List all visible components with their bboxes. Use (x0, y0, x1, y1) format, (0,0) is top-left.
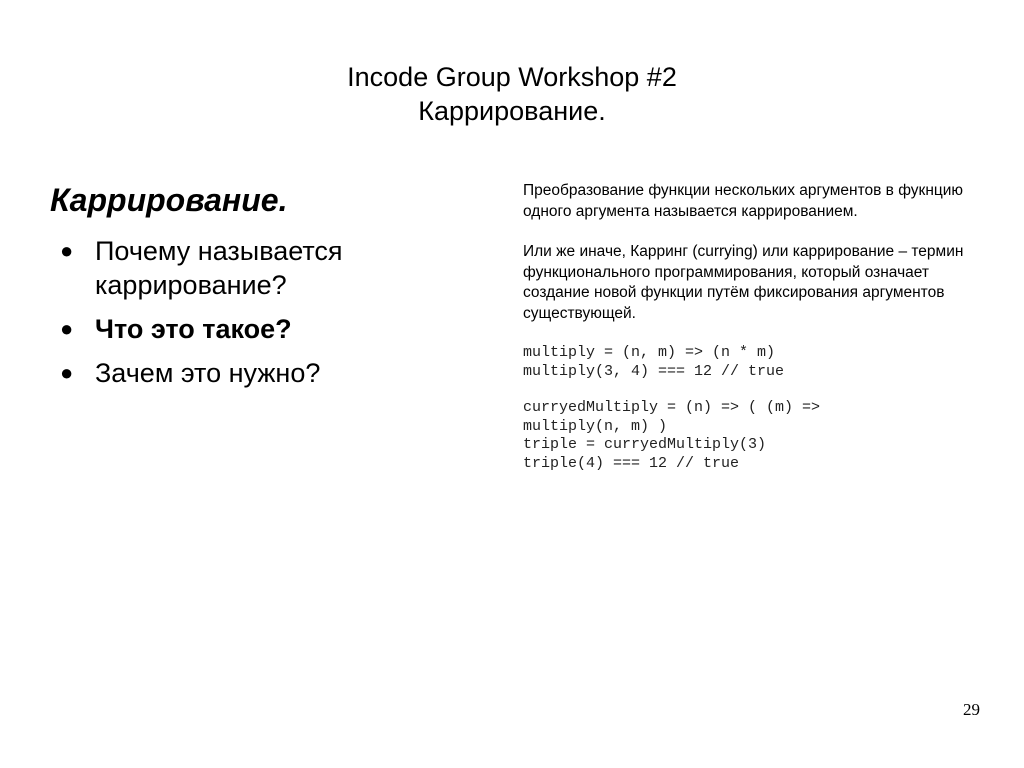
right-column (523, 181, 993, 491)
code-example-multiply: multiply = (n, m) => (n * m) multiply(3, 4) === 12 // true (523, 344, 785, 380)
left-column (50, 178, 470, 400)
bullet-icon: ● (60, 238, 74, 263)
section-heading: Каррирование. (50, 182, 288, 218)
bullet-text: Почему называется каррирование? (95, 236, 343, 300)
bullet-text: Зачем это нужно? (95, 358, 321, 388)
bullet-item-why-needed (50, 356, 470, 390)
page-number: 29 (963, 700, 980, 719)
alternate-definition-paragraph: Или же иначе, Карринг (currying) или каррирование – термин функционального программирования, который означает создание новой функции путём фиксирования аргументов существующей. (523, 243, 964, 322)
bullet-icon: ● (60, 316, 74, 341)
bullet-icon: ● (60, 360, 74, 385)
bullet-item-why-name (50, 234, 470, 302)
slide-title (0, 60, 1024, 128)
slide-title-line-2: Каррирование. (418, 96, 606, 126)
slide-title-line-1: Incode Group Workshop #2 (347, 62, 677, 92)
bullet-list (50, 234, 470, 390)
code-example-curried: curryedMultiply = (n) => ( (m) => multiply(n, m) ) triple = curryedMultiply(3) triple(4) === 12 // true (523, 399, 821, 472)
bullet-item-what-is-it (50, 312, 470, 346)
definition-paragraph: Преобразование функции нескольких аргументов в фукнцию одного аргумента называется каррированием. (523, 182, 964, 220)
bullet-text: Что это такое? (95, 314, 292, 344)
